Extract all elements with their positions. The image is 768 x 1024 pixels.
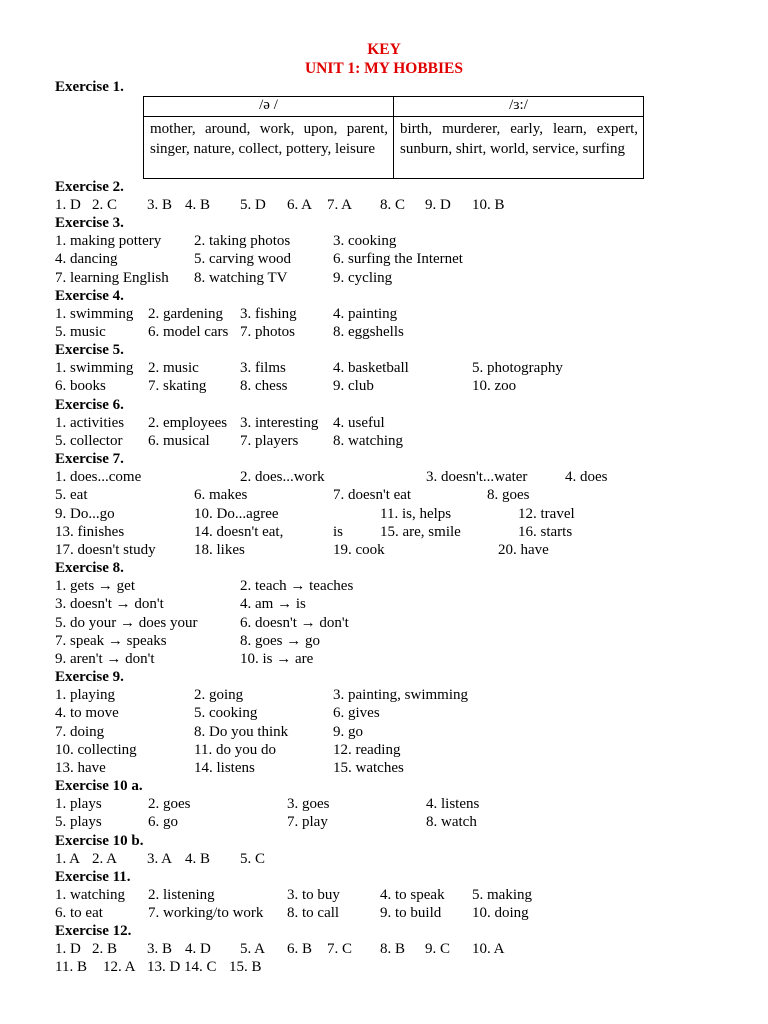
answer-item: 14. C [184, 959, 217, 976]
phonetics-table [143, 96, 644, 179]
answer-row [55, 687, 735, 705]
schwa-words-cell: mother, around, work, upon, parent, singer, nature, collect, pottery, leisure [144, 117, 394, 179]
exercise-heading: Exercise 6. [55, 397, 124, 413]
answer-item: 2. does...work [240, 469, 325, 486]
exercise-1-heading: Exercise 1. [55, 79, 124, 95]
answer-item: 5. plays [55, 814, 102, 831]
answer-item: 3. B [147, 197, 173, 214]
answer-item: 2. A [92, 851, 118, 868]
answer-item: 5. D [240, 197, 266, 214]
answer-item: 4. to speak [380, 887, 445, 904]
answer-item: 1. D [55, 197, 81, 214]
answer-item: 8. Do you think [194, 723, 289, 740]
answer-row [55, 905, 735, 923]
answer-item: 1. making pottery [55, 233, 162, 250]
answer-item: 20. have [498, 542, 549, 558]
answer-item: 1. does...come [55, 469, 142, 486]
answer-item: 4. am → is [240, 596, 306, 613]
answer-item: 5. making [472, 887, 532, 904]
exercise-heading: Exercise 12. [55, 923, 132, 939]
answer-item: 1. D [55, 941, 81, 958]
answer-item: 4. listens [426, 796, 480, 813]
answer-item: 3. goes [287, 796, 330, 813]
answer-item: 6. go [148, 814, 178, 831]
answer-item: 18. likes [194, 542, 245, 558]
answer-item: 3. doesn't...water [426, 469, 528, 486]
answer-item: 8. watch [426, 814, 477, 831]
answer-row [55, 524, 735, 542]
answer-item: 5. carving wood [194, 251, 292, 268]
answer-row [55, 742, 735, 760]
answer-item: 5. collector [55, 433, 123, 450]
exercise-heading: Exercise 10 b. [55, 833, 144, 849]
answer-item: 15. watches [333, 760, 404, 776]
answer-item: 9. to build [380, 905, 442, 922]
answer-item: 2. music [148, 360, 199, 377]
answer-item: 2. teach → teaches [240, 578, 354, 595]
answer-item: 4. dancing [55, 251, 118, 268]
answer-row [55, 469, 735, 487]
answer-row [55, 487, 735, 505]
answer-item: 2. B [92, 941, 118, 958]
answer-item: 10. B [472, 197, 505, 214]
answer-item: 8. watching TV [194, 269, 288, 286]
answer-item: 4. painting [333, 306, 398, 323]
exercise-heading: Exercise 8. [55, 560, 124, 576]
answer-item: 12. A [103, 959, 136, 976]
answer-item: 19. cook [333, 542, 385, 558]
answer-item: 5. C [240, 851, 266, 868]
answer-item: 6. doesn't → don't [240, 614, 349, 631]
answer-item: 13. D [147, 959, 181, 976]
answer-item: 2. going [194, 687, 244, 704]
answer-item: 10. doing [472, 905, 529, 922]
answer-item: 9. aren't → don't [55, 651, 155, 667]
answer-row [55, 851, 735, 869]
answer-item: 1. activities [55, 415, 125, 432]
answer-item: 7. C [327, 941, 353, 958]
answer-row [55, 796, 735, 814]
answer-item: 12. travel [518, 505, 575, 522]
answer-row [55, 760, 735, 778]
exercise-heading: Exercise 3. [55, 215, 124, 231]
answer-row [55, 959, 735, 977]
answer-item: 4. B [185, 197, 211, 214]
answer-item: 9. club [333, 378, 374, 395]
answer-item: 6. musical [148, 433, 210, 450]
answer-item: 2. C [92, 197, 118, 214]
answer-item: 4. B [185, 851, 211, 868]
answer-item: 5. A [240, 941, 266, 958]
answer-item: 3. A [147, 851, 173, 868]
answer-item: 1. A [55, 851, 81, 868]
answer-item: 7. skating [148, 378, 207, 395]
answer-item: 2. employees [148, 415, 228, 432]
answer-row [55, 197, 735, 215]
answer-item: 8. goes [487, 487, 530, 504]
answer-item: 2. gardening [148, 306, 223, 323]
page-title: KEY [367, 41, 401, 58]
answer-row [55, 633, 735, 651]
answer-item: 7. photos [240, 324, 296, 341]
answer-row [55, 360, 735, 378]
answer-item: 1. swimming [55, 306, 134, 323]
answer-item: 1. watching [55, 887, 125, 904]
exercise-heading: Exercise 4. [55, 288, 124, 304]
answer-item: is [333, 523, 344, 540]
answer-item: 9. cycling [333, 269, 393, 286]
answer-row [55, 705, 735, 723]
answer-item: 6. A [287, 197, 313, 214]
answer-row [55, 251, 735, 269]
answer-item: 3. films [240, 360, 286, 377]
answer-item: 5. music [55, 324, 106, 341]
answer-item: 13. finishes [55, 523, 125, 540]
answer-item: 2. taking photos [194, 233, 291, 250]
exercise-heading: Exercise 2. [55, 179, 124, 195]
answer-item: 8. C [380, 197, 406, 214]
answer-item: 7. working/to work [148, 905, 264, 922]
answer-item: 1. plays [55, 796, 102, 813]
answer-item: 4. useful [333, 415, 385, 432]
answer-item: 3. interesting [240, 415, 319, 432]
answer-item: 9. C [425, 941, 451, 958]
answer-item: 4. basketball [333, 360, 409, 377]
answer-item: 5. eat [55, 487, 88, 504]
answer-item: 10. collecting [55, 741, 137, 758]
answer-item: 10. zoo [472, 378, 517, 395]
answer-item: 6. to eat [55, 905, 103, 922]
answer-item: 10. is → are [240, 651, 314, 667]
answer-item: 6. gives [333, 705, 380, 722]
exercise-heading: Exercise 11. [55, 869, 131, 885]
answer-item: 6. surfing the Internet [333, 251, 463, 268]
answer-item: 5. cooking [194, 705, 258, 722]
answer-item: 10. Do...agree [194, 505, 279, 522]
answer-item: 9. D [425, 197, 451, 214]
answer-item: 13. have [55, 760, 106, 776]
answer-item: 3. cooking [333, 233, 397, 250]
answer-item: 4. does [565, 469, 608, 486]
answer-item: 3. fishing [240, 306, 297, 323]
answer-item: 10. A [472, 941, 505, 958]
answer-item: 1. playing [55, 687, 115, 704]
answer-item: 1. swimming [55, 360, 134, 377]
exercise-heading: Exercise 9. [55, 669, 124, 685]
phonetic-header-er: /ɜ:/ [394, 97, 644, 117]
answer-item: 7. players [240, 433, 299, 450]
answer-row [55, 941, 735, 959]
answer-item: 11. do you do [194, 741, 276, 758]
answer-item: 7. play [287, 814, 328, 831]
answer-item: 7. speak → speaks [55, 632, 167, 649]
answer-item: 14. doesn't eat, [194, 523, 284, 540]
answer-item: 8. watching [333, 433, 403, 450]
answer-item: 6. makes [194, 487, 248, 504]
exercise-heading: Exercise 10 a. [55, 778, 143, 794]
answer-item: 11. B [55, 959, 87, 976]
answer-row [55, 233, 735, 251]
answer-item: 16. starts [518, 523, 573, 540]
answer-item: 14. listens [194, 760, 255, 776]
answer-item: 3. painting, swimming [333, 687, 468, 704]
answer-item: 7. A [327, 197, 353, 214]
answer-item: 7. learning English [55, 269, 169, 286]
answer-item: 3. doesn't → don't [55, 596, 164, 613]
answer-item: 17. doesn't study [55, 542, 156, 558]
answer-item: 8. eggshells [333, 324, 404, 341]
answer-row [55, 615, 735, 633]
answer-item: 1. gets → get [55, 578, 135, 595]
answer-row [55, 324, 735, 342]
answer-item: 4. to move [55, 705, 119, 722]
answer-item: 2. listening [148, 887, 215, 904]
answer-item: 9. go [333, 723, 363, 740]
answer-item: 6. B [287, 941, 313, 958]
answer-item: 5. photography [472, 360, 563, 377]
answer-item: 2. goes [148, 796, 191, 813]
answer-row [55, 506, 735, 524]
answer-row [55, 596, 735, 614]
answer-item: 9. Do...go [55, 505, 115, 522]
answer-row [55, 887, 735, 905]
answer-item: 15. are, smile [380, 523, 461, 540]
answer-item: 6. model cars [148, 324, 229, 341]
answer-row [55, 651, 735, 669]
answer-item: 8. to call [287, 905, 340, 922]
answer-row [55, 378, 735, 396]
answer-item: 8. B [380, 941, 406, 958]
answer-item: 3. B [147, 941, 173, 958]
answer-item: 5. do your → does your [55, 614, 198, 631]
answer-row [55, 415, 735, 433]
answer-item: 11. is, helps [380, 505, 452, 522]
answer-row [55, 433, 735, 451]
exercise-heading: Exercise 7. [55, 451, 124, 467]
answer-row [55, 270, 735, 288]
unit-title: UNIT 1: MY HOBBIES [304, 60, 464, 77]
er-words-cell: birth, murderer, early, learn, expert, sunburn, shirt, world, service, surfing [394, 117, 644, 179]
answer-item: 6. books [55, 378, 106, 395]
answer-row [55, 724, 735, 742]
answer-item: 7. doing [55, 723, 105, 740]
answer-row [55, 578, 735, 596]
answer-row [55, 306, 735, 324]
answer-item: 8. chess [240, 378, 288, 395]
answer-item: 3. to buy [287, 887, 340, 904]
phonetic-header-schwa: /ə / [144, 97, 394, 117]
answer-item: 8. goes → go [240, 632, 320, 649]
exercise-heading: Exercise 5. [55, 342, 124, 358]
answer-item: 7. doesn't eat [333, 487, 412, 504]
answer-row [55, 814, 735, 832]
answer-item: 12. reading [333, 741, 401, 758]
answer-item: 15. B [229, 959, 262, 976]
answer-item: 4. D [185, 941, 211, 958]
answer-row [55, 542, 735, 560]
